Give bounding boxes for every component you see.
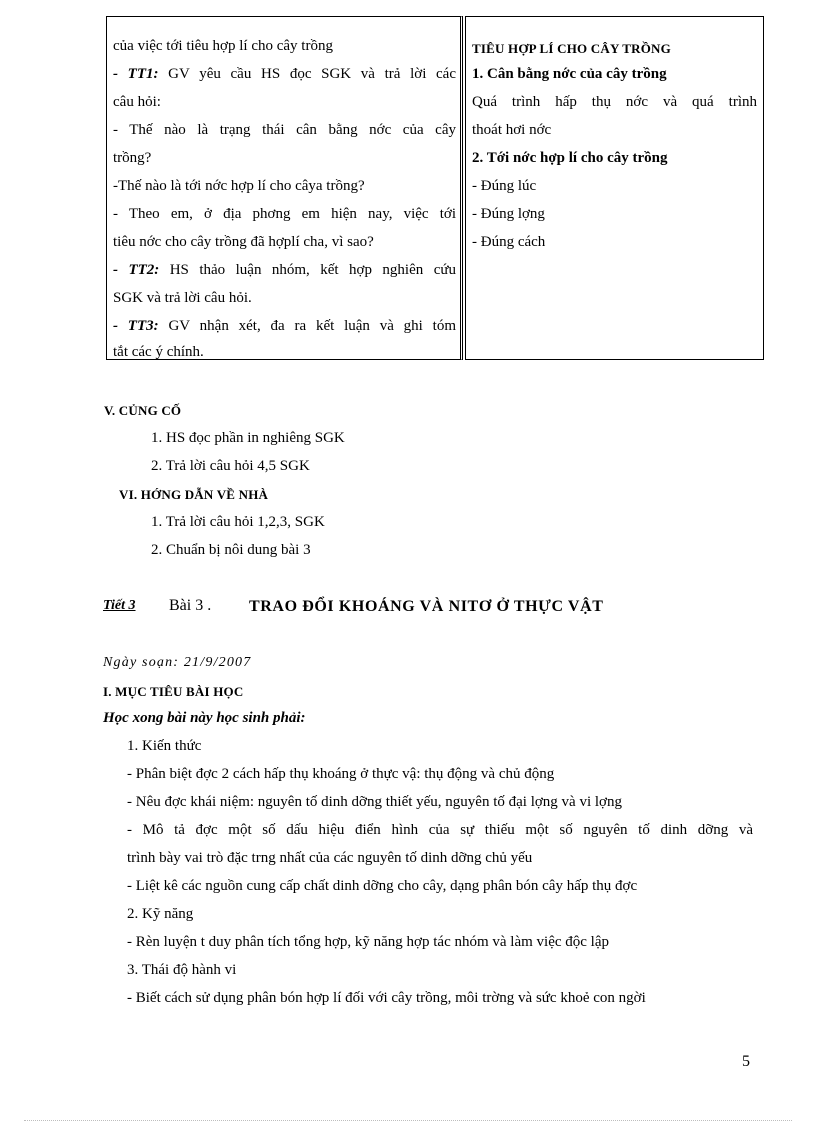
table-right-line: thoát hơi nớc (472, 122, 552, 138)
section-5-item: 1. HS đọc phần in nghiêng SGK (151, 430, 345, 446)
table-left-line: trồng? (113, 150, 152, 166)
objective-line: - Biết cách sử dụng phân bón hợp lí đối với cây trồng, môi trờng và sức khoẻ con ngời (127, 990, 646, 1006)
table-left-line: tắt các ý chính. (113, 344, 204, 360)
section-5-item: 2. Trả lời câu hỏi 4,5 SGK (151, 458, 310, 474)
objectives-heading: I. MỤC TIÊU BÀI HỌC (103, 684, 244, 699)
objective-line: - Phân biệt đợc 2 cách hấp thụ khoáng ở thực vậ: thụ động và chủ động (127, 766, 555, 782)
objective-line: 3. Thái độ hành vi (127, 962, 237, 978)
table-left-line: - TT3: GV nhận xét, đa ra kết luận và ghi tóm (113, 318, 456, 334)
page-footer-divider (24, 1120, 792, 1121)
table-right-heading: TIÊU HỢP LÍ CHO CÂY TRỒNG (472, 41, 671, 56)
table-left-line: - Thế nào là trạng thái cân bằng nớc của cây (113, 122, 456, 138)
table-left-line: - TT2: HS thảo luận nhóm, kết hợp nghiên cứu (113, 262, 456, 278)
section-6-heading: VI. HỚNG DẪN VỀ NHÀ (119, 487, 269, 502)
prep-date: Ngày soạn: 21/9/2007 (103, 655, 252, 670)
section-6-item: 1. Trả lời câu hỏi 1,2,3, SGK (151, 514, 325, 530)
table-right-line: Quá trình hấp thụ nớc và quá trình (472, 94, 757, 110)
table-left-line: -Thế nào là tới nớc hợp lí cho câya trồng? (113, 178, 365, 194)
objective-line: trình bày vai trò đặc trng nhất của các nguyên tố dinh dỡng chủ yếu (127, 850, 533, 866)
page-number: 5 (742, 1053, 750, 1070)
table-left-line: của việc tới tiêu hợp lí cho cây trồng (113, 38, 333, 54)
objectives-intro: Học xong bài này học sinh phải: (103, 710, 306, 726)
table-left-line: tiêu nớc cho cây trồng đã hợplí cha, vì sao? (113, 234, 374, 250)
lesson-title: TRAO ĐỔI KHOÁNG VÀ NITƠ Ở THỰC VẬT (249, 598, 604, 615)
table-right-line: - Đúng cách (472, 234, 546, 250)
table-left-line: câu hỏi: (113, 94, 161, 110)
objective-line: 2. Kỹ năng (127, 906, 194, 922)
table-right-line: - Đúng lúc (472, 178, 537, 194)
table-left-line: SGK và trả lời câu hỏi. (113, 290, 252, 306)
table-left-line: - TT1: GV yêu cầu HS đọc SGK và trả lời các (113, 66, 456, 82)
activities-cell (106, 16, 463, 360)
objective-line: - Nêu đợc khái niệm: nguyên tố dinh dỡng thiết yếu, nguyên tố đại lợng và vi lợng (127, 794, 622, 810)
objective-line: - Rèn luyện t duy phân tích tổng hợp, kỹ năng hợp tác nhóm và làm việc độc lập (127, 934, 610, 950)
content-cell (465, 16, 764, 360)
table-right-line: - Đúng lợng (472, 206, 545, 222)
objective-line: - Mô tả đợc một số dấu hiệu điển hình của sự thiếu một số nguyên tố dinh dỡng và (127, 822, 753, 838)
lesson-period: Tiết 3 (103, 598, 136, 613)
table-left-line: - Theo em, ở địa phơng em hiện nay, việc tới (113, 206, 456, 222)
table-right-subheading: 1. Cân bằng nớc của cây trồng (472, 66, 667, 82)
lesson-number: Bài 3 . (169, 597, 212, 614)
section-5-heading: V. CỦNG CỐ (104, 403, 182, 418)
section-6-item: 2. Chuẩn bị nôi dung bài 3 (151, 542, 311, 558)
table-right-subheading: 2. Tới nớc hợp lí cho cây trồng (472, 150, 668, 166)
objective-line: 1. Kiến thức (127, 738, 202, 754)
objective-line: - Liệt kê các nguồn cung cấp chất dinh dỡng cho cây, dạng phân bón cây hấp thụ đợc (127, 878, 638, 894)
lesson-table (106, 16, 764, 360)
